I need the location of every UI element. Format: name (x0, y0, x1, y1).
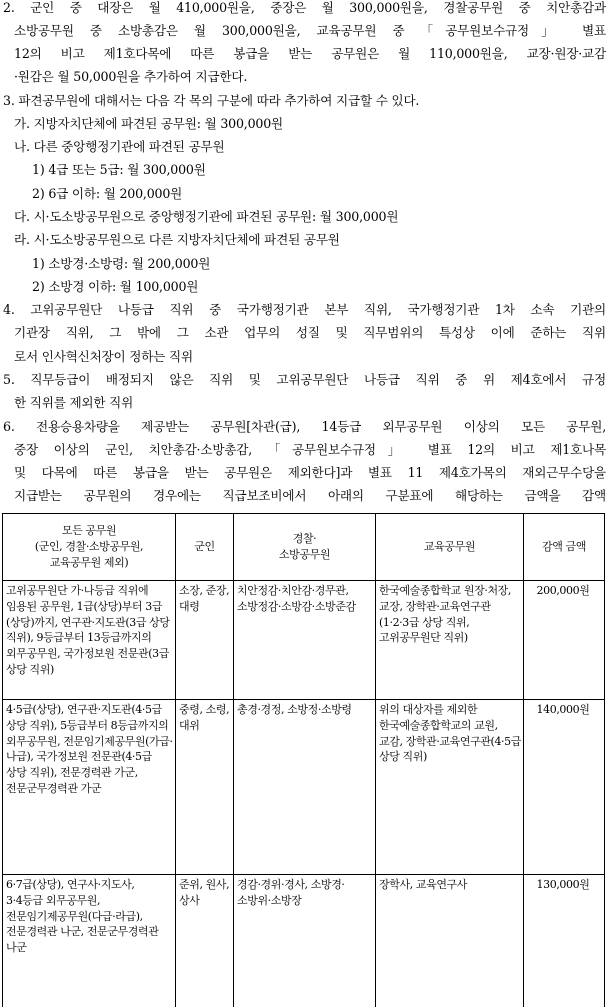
item-6-line-1: 6. 전용승용차량을 제공받는 공무원[차관(급), 14등급 외무공무원 이상의 모든 공무원, (3, 419, 606, 434)
cell-all: 6·7급(상당), 연구사·지도사, 3·4등급 외무공무원, 전문임기제공무원(다급·라급), 전문경력관 나군, 전문군무경력관 나군 (3, 875, 176, 1007)
cell-all: 4·5급(상당), 연구관·지도관(4·5급 상당 직위), 5등급부터 8등급까지의 외무공무원, 전문임기제공무원(가급·나급), 국가정보원 전문관(4·5급 상당 직위), 전문경력관 가군, 전문군무경력관 가군 (3, 700, 176, 875)
item-6-line-2: 중장 이상의 군인, 치안총감·소방총감, 「공무원보수규정」 별표 12의 비고 제1호나목 (14, 442, 606, 457)
item-3-heading: 3. 파견공무원에 대해서는 다음 각 목의 구분에 따라 추가하여 지급할 수 있다. (3, 93, 420, 108)
deduction-table (2, 513, 605, 1007)
item-3-na: 나. 다른 중앙행정기관에 파견된 공무원 (14, 139, 225, 154)
header-education: 교육공무원 (376, 514, 524, 581)
table-row (3, 581, 605, 700)
item-3-ga: 가. 지방자치단체에 파견된 공무원: 월 300,000원 (14, 116, 283, 131)
header-military: 군인 (176, 514, 234, 581)
table-header-row (3, 514, 605, 581)
table-row (3, 875, 605, 1007)
cell-military: 중령, 소령, 대위 (176, 700, 234, 875)
item-2-line-1: 2. 군인 중 대장은 월 410,000원을, 중장은 월 300,000원을, 경찰공무원 중 치안총감과 (3, 0, 606, 15)
cell-military: 준위, 원사, 상사 (176, 875, 234, 1007)
item-6-line-4: 지급받는 공무원의 경우에는 직급보조비에서 아래의 구분표에 해당하는 금액을 감액 (14, 488, 606, 503)
cell-police: 총경·경정, 소방정·소방령 (234, 700, 376, 875)
cell-amount: 200,000원 (524, 581, 605, 700)
item-3-ra: 라. 시·도소방공무원으로 다른 지방자치단체에 파견된 공무원 (14, 232, 340, 247)
header-all-officials: 모든 공무원 (군인, 경찰·소방공무원, 교육공무원 제외) (3, 514, 176, 581)
item-3-na-1: 1) 4급 또는 5급: 월 300,000원 (32, 162, 206, 177)
table-row (3, 700, 605, 875)
cell-military: 소장, 준장, 대령 (176, 581, 234, 700)
item-4-line-1: 4. 고위공무원단 나등급 직위 중 국가행정기관 본부 직위, 국가행정기관 1차 소속 기관의 (3, 302, 606, 317)
item-5-line-1: 5. 직무등급이 배정되지 않은 직위 및 고위공무원단 나등급 직위 중 위 제4호에서 규정 (3, 372, 606, 387)
cell-education: 한국예술종합학교 원장·처장, 교장, 장학관·교육연구관(1·2·3급 상당 직위, 고위공무원단 직위) (376, 581, 524, 700)
header-police-fire: 경찰· 소방공무원 (234, 514, 376, 581)
item-3-da: 다. 시·도소방공무원으로 중앙행정기관에 파견된 공무원: 월 300,000원 (14, 209, 399, 224)
cell-amount: 130,000원 (524, 875, 605, 1007)
cell-all: 고위공무원단 가·나등급 직위에 임용된 공무원, 1급(상당)부터 3급(상당)까지, 연구관·지도관(3급 상당 직위), 9등급부터 13등급까지의 외무공무원, 국가정보원 전문관(3급 상당 직위) (3, 581, 176, 700)
cell-police: 경감·경위·경사, 소방경·소방위·소방장 (234, 875, 376, 1007)
item-4-line-3: 로서 인사혁신처장이 정하는 직위 (14, 349, 193, 364)
item-3-na-2: 2) 6급 이하: 월 200,000원 (32, 186, 183, 201)
item-2-line-4: ·원감은 월 50,000원을 추가하여 지급한다. (14, 69, 248, 84)
cell-amount: 140,000원 (524, 700, 605, 875)
cell-education: 장학사, 교육연구사 (376, 875, 524, 1007)
item-3-ra-1: 1) 소방경·소방령: 월 200,000원 (32, 256, 211, 271)
item-3-ra-2: 2) 소방경 이하: 월 100,000원 (32, 279, 199, 294)
item-6-line-3: 및 다목에 따른 봉급을 받는 공무원은 제외한다]과 별표 11 제4호가목의 재외근무수당을 (14, 465, 606, 480)
item-5-line-2: 한 직위를 제외한 직위 (14, 395, 134, 410)
item-2-line-2: 소방공무원 중 소방총감은 월 300,000원을, 교육공무원 중 「공무원보수규정」 별표 (14, 23, 606, 38)
cell-education: 위의 대상자를 제외한 한국예술종합학교의 교원, 교감, 장학관·교육연구관(4·5급 상당 직위) (376, 700, 524, 875)
item-2-line-3: 12의 비고 제1호다목에 따른 봉급을 받는 공무원은 월 110,000원을, 교장·원장·교감 (14, 46, 606, 61)
cell-police: 치안정감·치안감·경무관, 소방정감·소방감·소방준감 (234, 581, 376, 700)
header-deduction-amount: 감액 금액 (524, 514, 605, 581)
item-4-line-2: 기관장 직위, 그 밖에 그 소관 업무의 성질 및 직무범위의 특성상 이에 준하는 직위 (14, 325, 606, 340)
